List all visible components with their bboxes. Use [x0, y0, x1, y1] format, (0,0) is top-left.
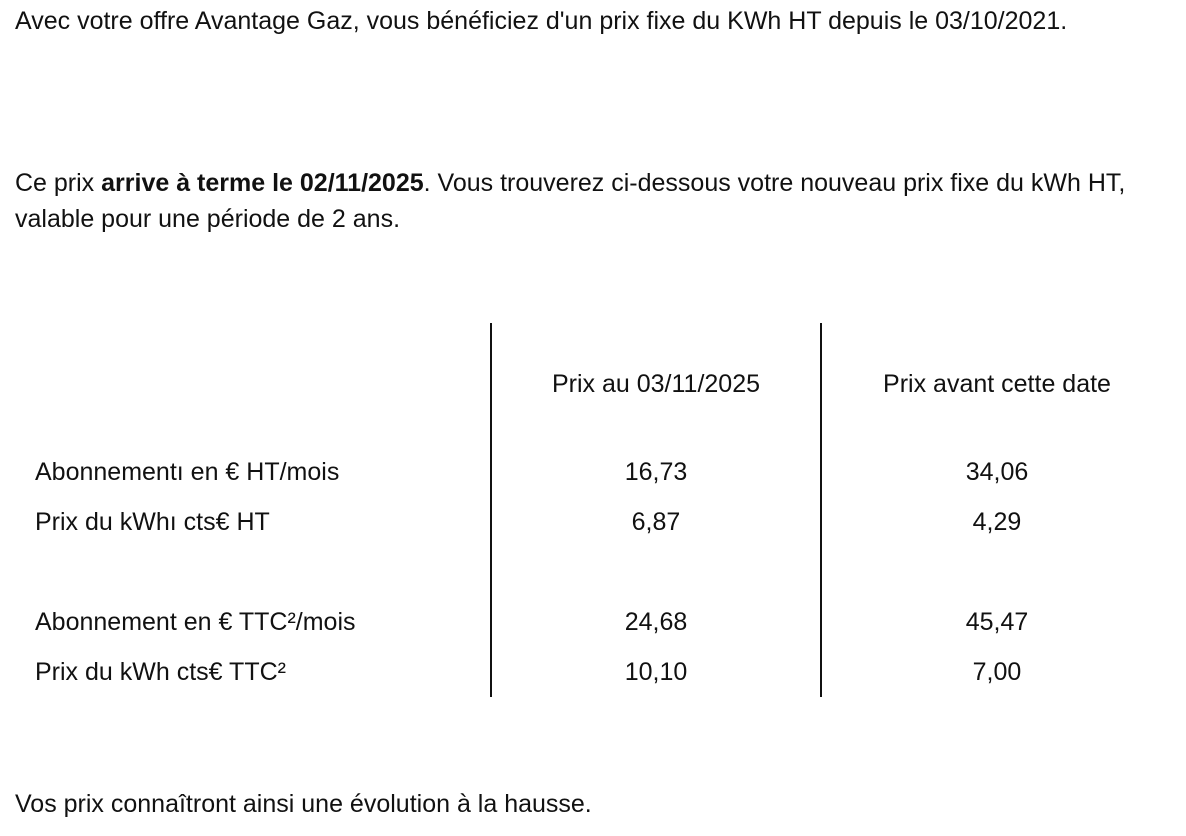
row-label-kwh-ttc: Prix du kWh cts€ TTC² — [35, 658, 286, 686]
row-label-kwh-ht: Prix du kWhı cts€ HT — [35, 508, 270, 536]
value-old-subscription-ht: 34,06 — [965, 458, 1029, 486]
term-text-after: . Vous trouverez ci-dessous votre nouveau prix fixe du kWh HT, valable pour une période de 2 ans. — [15, 169, 1126, 233]
value-new-subscription-ht: 16,73 — [624, 458, 688, 486]
row-label-subscription-ttc: Abonnement en € TTC²/mois — [35, 608, 356, 636]
value-old-kwh-ht: 4,29 — [972, 508, 1022, 536]
term-paragraph — [15, 165, 1165, 237]
outro-paragraph: Vos prix connaîtront ainsi une évolution à la hausse. — [15, 790, 592, 818]
value-new-kwh-ht: 6,87 — [631, 508, 681, 536]
term-text-before: Ce prix — [15, 169, 102, 197]
intro-paragraph: Avec votre offre Avantage Gaz, vous bénéficiez d'un prix fixe du KWh HT depuis le 03/10/2021. — [15, 7, 1068, 35]
row-label-subscription-ht: Abonnementı en € HT/mois — [35, 458, 340, 486]
term-end-date: arrive à terme le 02/11/2025 — [101, 169, 424, 197]
value-new-subscription-ttc: 24,68 — [624, 608, 688, 636]
value-old-subscription-ttc: 45,47 — [965, 608, 1029, 636]
column-header-new-price: Prix au 03/11/2025 — [551, 370, 761, 398]
column-header-old-price: Prix avant cette date — [883, 370, 1111, 398]
value-new-kwh-ttc: 10,10 — [624, 658, 688, 686]
value-old-kwh-ttc: 7,00 — [972, 658, 1022, 686]
